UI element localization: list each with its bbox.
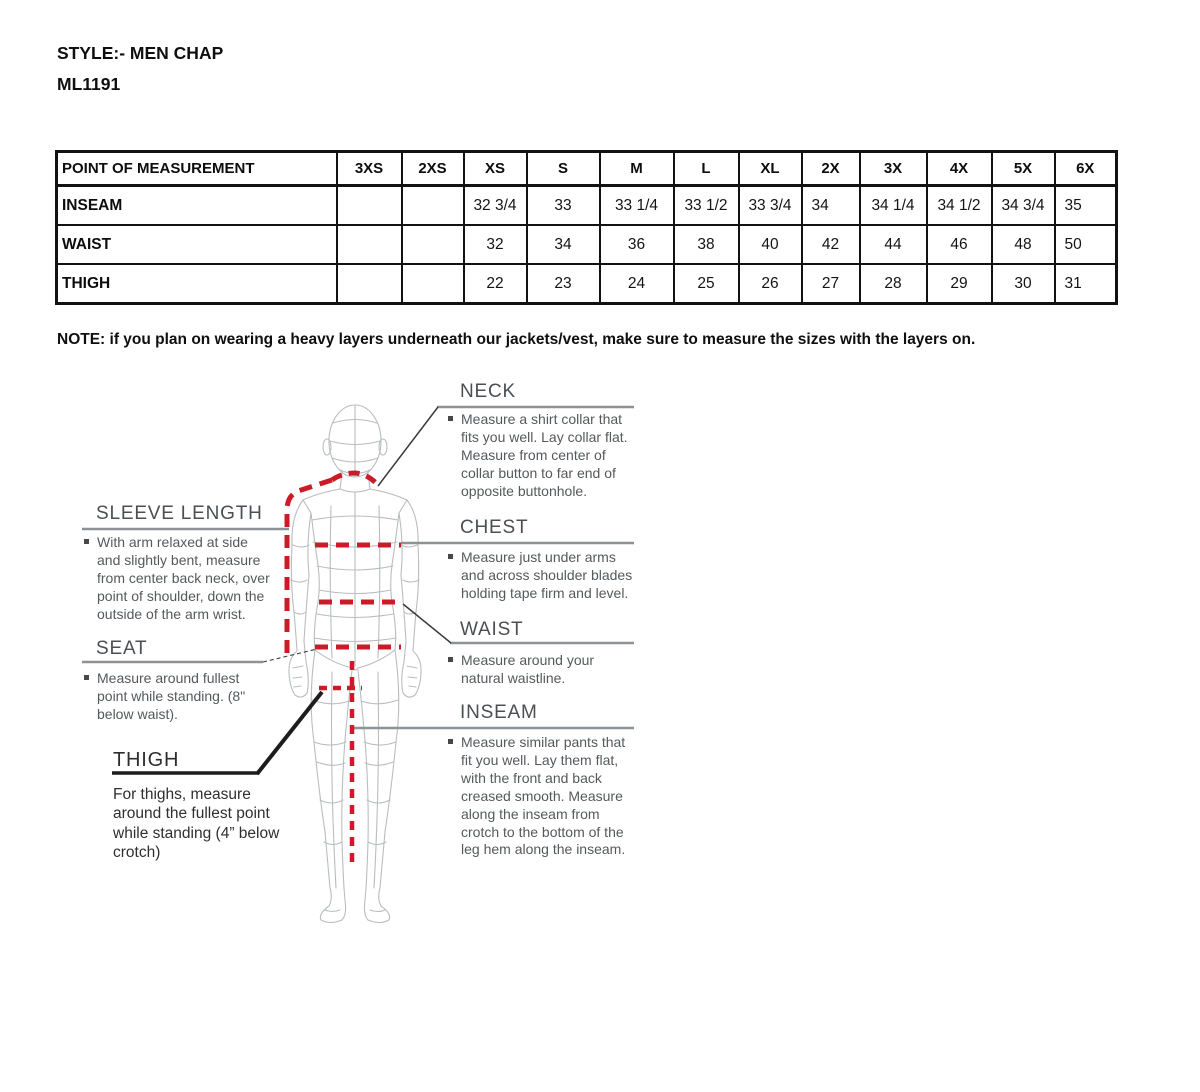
column-header: 4X bbox=[927, 152, 992, 186]
sleeve-length-section-title: SLEEVE LENGTH bbox=[96, 503, 263, 524]
row-label: THIGH bbox=[57, 264, 337, 304]
size-cell: 33 bbox=[527, 186, 600, 226]
column-header: L bbox=[674, 152, 739, 186]
column-header: 2XS bbox=[402, 152, 464, 186]
chest-description: Measure just under arms and across shoulder blades holding tape firm and level. bbox=[448, 549, 643, 603]
neck-description: Measure a shirt collar that fits you well. Lay collar flat. Measure from center of collar button to far end of opposite buttonhole. bbox=[448, 411, 633, 501]
mannequin-wireframe bbox=[289, 405, 421, 923]
size-cell: 40 bbox=[739, 225, 802, 264]
size-cell: 50 bbox=[1055, 225, 1117, 264]
size-cell: 34 1/4 bbox=[860, 186, 927, 226]
waist-description: Measure around your natural waistline. bbox=[448, 652, 611, 688]
style-title: STYLE:- MEN CHAP bbox=[57, 43, 224, 63]
thigh-description: For thighs, measure around the fullest point while standing (4” below crotch) bbox=[113, 786, 280, 862]
column-header: 5X bbox=[992, 152, 1055, 186]
size-cell: 28 bbox=[860, 264, 927, 304]
size-cell: 34 1/2 bbox=[927, 186, 992, 226]
size-cell: 34 bbox=[802, 186, 860, 226]
size-cell: 33 1/2 bbox=[674, 186, 739, 226]
row-label: INSEAM bbox=[57, 186, 337, 226]
size-cell: 32 3/4 bbox=[464, 186, 527, 226]
size-cell: 24 bbox=[600, 264, 674, 304]
size-cell: 34 3/4 bbox=[992, 186, 1055, 226]
size-cell: 42 bbox=[802, 225, 860, 264]
inseam-description: Measure similar pants that fit you well. Lay them flat, with the front and back creased smooth. Measure along the inseam from crotch to the bottom of the leg hem along the inseam. bbox=[448, 734, 635, 859]
size-cell: 29 bbox=[927, 264, 992, 304]
seat-connector bbox=[263, 649, 317, 662]
column-header: S bbox=[527, 152, 600, 186]
size-cell: 30 bbox=[992, 264, 1055, 304]
size-cell: 36 bbox=[600, 225, 674, 264]
size-cell: 34 bbox=[527, 225, 600, 264]
bullet-icon bbox=[84, 539, 89, 544]
bullet-icon bbox=[448, 554, 453, 559]
row-label: WAIST bbox=[57, 225, 337, 264]
waist-section-title: WAIST bbox=[460, 619, 524, 640]
seat-section-title: SEAT bbox=[96, 638, 148, 659]
size-cell: 35 bbox=[1055, 186, 1117, 226]
size-cell: 32 bbox=[464, 225, 527, 264]
column-header: M bbox=[600, 152, 674, 186]
column-header-pom: POINT OF MEASUREMENT bbox=[57, 152, 337, 186]
waist-connector bbox=[403, 604, 451, 643]
bullet-icon bbox=[448, 739, 453, 744]
size-cell: 31 bbox=[1055, 264, 1117, 304]
column-header: 3X bbox=[860, 152, 927, 186]
column-header: XS bbox=[464, 152, 527, 186]
size-cell: 26 bbox=[739, 264, 802, 304]
size-cell: 48 bbox=[992, 225, 1055, 264]
size-cell: 22 bbox=[464, 264, 527, 304]
bullet-icon bbox=[84, 675, 89, 680]
size-cell: 23 bbox=[527, 264, 600, 304]
size-cell: 33 1/4 bbox=[600, 186, 674, 226]
column-header: 6X bbox=[1055, 152, 1117, 186]
seat-description: Measure around fullest point while standing. (8" below waist). bbox=[84, 670, 257, 724]
bullet-icon bbox=[448, 657, 453, 662]
sleeve-length-description: With arm relaxed at side and slightly bent, measure from center back neck, over point of shoulder, down the outside of the arm wrist. bbox=[84, 534, 275, 624]
size-cell: 27 bbox=[802, 264, 860, 304]
size-cell: 38 bbox=[674, 225, 739, 264]
column-header: 3XS bbox=[337, 152, 402, 186]
neck-section-title: NECK bbox=[460, 381, 516, 402]
size-cell: 25 bbox=[674, 264, 739, 304]
model-number: ML1191 bbox=[57, 74, 121, 94]
chest-section-title: CHEST bbox=[460, 517, 529, 538]
size-cell: 44 bbox=[860, 225, 927, 264]
thigh-section-title: THIGH bbox=[113, 749, 180, 771]
size-cell: 46 bbox=[927, 225, 992, 264]
thigh-connector bbox=[257, 692, 322, 774]
size-cell: 33 3/4 bbox=[739, 186, 802, 226]
inseam-section-title: INSEAM bbox=[460, 702, 538, 723]
neck-measure-line bbox=[332, 473, 378, 485]
column-header: XL bbox=[739, 152, 802, 186]
connector-lines bbox=[263, 407, 451, 662]
sleeve-measure-line bbox=[287, 480, 332, 653]
bullet-icon bbox=[448, 416, 453, 421]
note-text: NOTE: if you plan on wearing a heavy layers underneath our jackets/vest, make sure to measure the sizes with the layers on. bbox=[57, 331, 976, 348]
column-header: 2X bbox=[802, 152, 860, 186]
